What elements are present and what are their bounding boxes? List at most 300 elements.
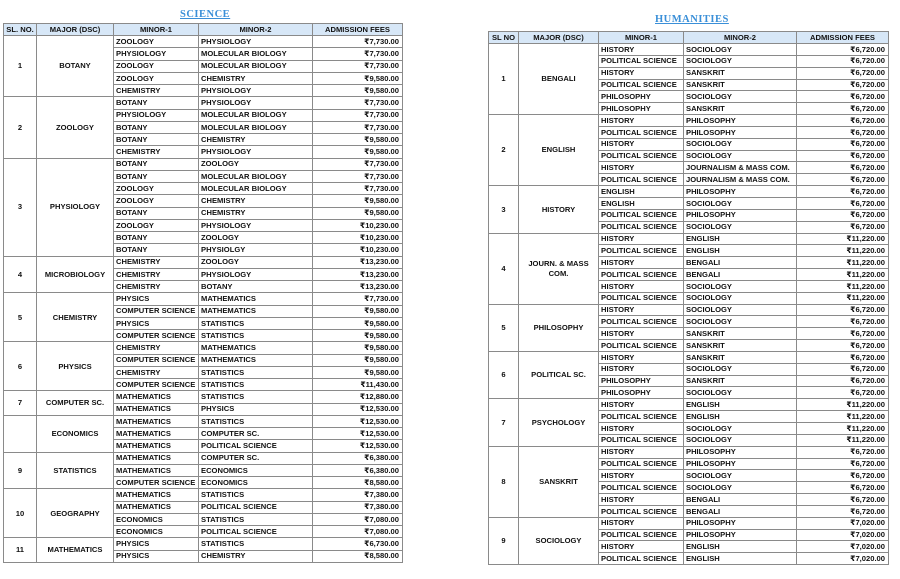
admission-fee-cell: ₹13,230.00 [313, 281, 403, 293]
minor-2-cell: MOLECULAR BIOLOGY [199, 170, 313, 182]
minor-2-cell: CHEMISTRY [199, 195, 313, 207]
admission-fee-cell: ₹7,380.00 [313, 489, 403, 501]
minor-1-cell: CHEMISTRY [114, 366, 199, 378]
major-cell: MATHEMATICS [37, 538, 114, 563]
admission-fee-cell: ₹10,230.00 [313, 219, 403, 231]
admission-fee-cell: ₹6,720.00 [797, 115, 889, 127]
minor-1-cell: HISTORY [599, 517, 684, 529]
minor-2-cell: SOCIOLOGY [684, 221, 797, 233]
minor-1-cell: BOTANY [114, 158, 199, 170]
minor-2-cell: ENGLISH [684, 399, 797, 411]
major-cell: ECONOMICS [37, 415, 114, 452]
minor-1-cell: ZOOLOGY [114, 72, 199, 84]
minor-2-cell: MATHEMATICS [199, 342, 313, 354]
admission-fee-cell: ₹11,430.00 [313, 379, 403, 391]
admission-fee-cell: ₹7,020.00 [797, 541, 889, 553]
admission-fee-cell: ₹9,580.00 [313, 195, 403, 207]
admission-fee-cell: ₹6,720.00 [797, 162, 889, 174]
minor-1-cell: ZOOLOGY [114, 183, 199, 195]
minor-1-cell: HISTORY [599, 541, 684, 553]
major-cell: PHYSICS [37, 342, 114, 391]
minor-2-cell: ZOOLOGY [199, 158, 313, 170]
minor-1-cell: ENGLISH [599, 186, 684, 198]
minor-1-cell: POLITICAL SCIENCE [599, 458, 684, 470]
table-row [4, 97, 403, 109]
minor-1-cell: PHYSIOLOGY [114, 109, 199, 121]
minor-2-cell: COMPUTER SC. [199, 452, 313, 464]
major-cell: MICROBIOLOGY [37, 256, 114, 293]
minor-1-cell: COMPUTER SCIENCE [114, 330, 199, 342]
admission-fee-cell: ₹9,580.00 [313, 72, 403, 84]
minor-2-cell: MATHEMATICS [199, 305, 313, 317]
humanities-title: HUMANITIES [655, 14, 729, 25]
admission-fee-cell: ₹13,230.00 [313, 268, 403, 280]
admission-fee-cell: ₹9,580.00 [313, 146, 403, 158]
admission-fee-cell: ₹7,080.00 [313, 526, 403, 538]
minor-1-cell: ZOOLOGY [114, 195, 199, 207]
minor-2-cell: ENGLISH [684, 553, 797, 565]
minor-1-cell: CHEMISTRY [114, 85, 199, 97]
admission-fee-cell: ₹11,220.00 [797, 411, 889, 423]
minor-1-cell: PHYSICS [114, 550, 199, 562]
admission-fee-cell: ₹9,580.00 [313, 85, 403, 97]
admission-fee-cell: ₹7,730.00 [313, 121, 403, 133]
minor-2-cell: SOCIOLOGY [684, 363, 797, 375]
minor-2-cell: CHEMISTRY [199, 72, 313, 84]
minor-2-cell: SOCIOLOGY [684, 280, 797, 292]
table-row [489, 304, 889, 316]
admission-fee-cell: ₹11,220.00 [797, 257, 889, 269]
table-row [4, 538, 403, 550]
table-row [4, 256, 403, 268]
table-row [4, 342, 403, 354]
minor-2-cell: POLITICAL SCIENCE [199, 501, 313, 513]
minor-1-cell: PHYSIOLOGY [114, 48, 199, 60]
minor-2-cell: ENGLISH [684, 245, 797, 257]
minor-2-cell: POLITICAL SCIENCE [199, 440, 313, 452]
table-row [4, 293, 403, 305]
admission-fee-cell: ₹9,580.00 [313, 354, 403, 366]
minor-2-cell: SOCIOLOGY [684, 91, 797, 103]
minor-1-cell: HISTORY [599, 67, 684, 79]
major-cell: SOCIOLOGY [519, 517, 599, 564]
minor-2-cell: STATISTICS [199, 379, 313, 391]
table-row [489, 44, 889, 56]
admission-fee-cell: ₹11,220.00 [797, 423, 889, 435]
minor-2-cell: ECONOMICS [199, 477, 313, 489]
table-row [4, 391, 403, 403]
admission-fee-cell: ₹9,580.00 [313, 330, 403, 342]
minor-2-cell: PHYSIOLOGY [199, 146, 313, 158]
admission-fee-cell: ₹6,720.00 [797, 351, 889, 363]
minor-1-cell: COMPUTER SCIENCE [114, 477, 199, 489]
minor-1-cell: HISTORY [599, 162, 684, 174]
minor-2-cell: ZOOLOGY [199, 256, 313, 268]
admission-fee-cell: ₹6,720.00 [797, 186, 889, 198]
minor-1-cell: ZOOLOGY [114, 36, 199, 48]
admission-fee-cell: ₹6,730.00 [313, 538, 403, 550]
minor-1-cell: BOTANY [114, 97, 199, 109]
minor-2-cell: CHEMISTRY [199, 207, 313, 219]
table-row [489, 233, 889, 245]
minor-1-cell: PHYSICS [114, 293, 199, 305]
minor-2-cell: BENGALI [684, 494, 797, 506]
table-row [4, 36, 403, 48]
minor-2-cell: MOLECULAR BIOLOGY [199, 60, 313, 72]
science-title: SCIENCE [180, 9, 231, 20]
admission-fee-cell: ₹7,730.00 [313, 183, 403, 195]
minor-1-cell: PHILOSOPHY [599, 375, 684, 387]
minor-1-cell: MATHEMATICS [114, 440, 199, 452]
serial-number-cell: 5 [489, 304, 519, 351]
minor-2-cell: ZOOLOGY [199, 232, 313, 244]
minor-2-cell: SANSKRIT [684, 67, 797, 79]
minor-2-cell: SOCIOLOGY [684, 44, 797, 56]
minor-1-cell: POLITICAL SCIENCE [599, 505, 684, 517]
serial-number-cell: 5 [4, 293, 37, 342]
minor-1-cell: POLITICAL SCIENCE [599, 126, 684, 138]
admission-fee-cell: ₹6,720.00 [797, 375, 889, 387]
minor-2-cell: PHYSIOLGY [199, 244, 313, 256]
minor-2-cell: PHILOSOPHY [684, 529, 797, 541]
minor-1-cell: HISTORY [599, 304, 684, 316]
minor-2-cell: PHILOSOPHY [684, 517, 797, 529]
major-cell: BENGALI [519, 44, 599, 115]
minor-2-cell: PHYSIOLOGY [199, 268, 313, 280]
serial-number-cell: 8 [489, 446, 519, 517]
minor-1-cell: POLITICAL SCIENCE [599, 269, 684, 281]
minor-1-cell: POLITICAL SCIENCE [599, 209, 684, 221]
minor-2-cell: SANSKRIT [684, 351, 797, 363]
major-cell: SANSKRIT [519, 446, 599, 517]
major-cell: BOTANY [37, 36, 114, 97]
minor-2-cell: STATISTICS [199, 415, 313, 427]
minor-1-cell: POLITICAL SCIENCE [599, 434, 684, 446]
column-header: MINOR-2 [684, 32, 797, 44]
admission-fee-cell: ₹9,580.00 [313, 342, 403, 354]
minor-1-cell: HISTORY [599, 328, 684, 340]
minor-2-cell: PHYSIOLOGY [199, 97, 313, 109]
minor-1-cell: POLITICAL SCIENCE [599, 292, 684, 304]
minor-2-cell: ENGLISH [684, 233, 797, 245]
minor-1-cell: ENGLISH [599, 197, 684, 209]
admission-fee-cell: ₹6,720.00 [797, 197, 889, 209]
minor-2-cell: MOLECULAR BIOLOGY [199, 48, 313, 60]
minor-2-cell: PHILOSOPHY [684, 446, 797, 458]
minor-2-cell: PHILOSOPHY [684, 186, 797, 198]
admission-fee-cell: ₹6,720.00 [797, 103, 889, 115]
minor-1-cell: HISTORY [599, 351, 684, 363]
admission-fee-cell: ₹6,380.00 [313, 464, 403, 476]
admission-fee-cell: ₹7,080.00 [313, 513, 403, 525]
admission-fee-cell: ₹10,230.00 [313, 244, 403, 256]
minor-2-cell: SANSKRIT [684, 340, 797, 352]
minor-2-cell: MATHEMATICS [199, 354, 313, 366]
minor-1-cell: HISTORY [599, 494, 684, 506]
serial-number-cell: 2 [489, 115, 519, 186]
table-row [489, 399, 889, 411]
minor-2-cell: MOLECULAR BIOLOGY [199, 121, 313, 133]
minor-2-cell: PHYSIOLOGY [199, 219, 313, 231]
minor-2-cell: SOCIOLOGY [684, 197, 797, 209]
minor-2-cell: POLITICAL SCIENCE [199, 526, 313, 538]
minor-1-cell: ECONOMICS [114, 513, 199, 525]
minor-1-cell: BOTANY [114, 121, 199, 133]
table-header-row [4, 24, 403, 36]
minor-1-cell: HISTORY [599, 138, 684, 150]
minor-1-cell: POLITICAL SCIENCE [599, 221, 684, 233]
minor-2-cell: MATHEMATICS [199, 293, 313, 305]
table-row [4, 415, 403, 427]
minor-1-cell: MATHEMATICS [114, 403, 199, 415]
major-cell: GEOGRAPHY [37, 489, 114, 538]
column-header: SL. NO. [4, 24, 37, 36]
minor-1-cell: HISTORY [599, 115, 684, 127]
minor-1-cell: CHEMISTRY [114, 281, 199, 293]
admission-fee-cell: ₹7,020.00 [797, 553, 889, 565]
minor-1-cell: POLITICAL SCIENCE [599, 529, 684, 541]
admission-fee-cell: ₹6,720.00 [797, 505, 889, 517]
minor-1-cell: HISTORY [599, 257, 684, 269]
minor-1-cell: POLITICAL SCIENCE [599, 553, 684, 565]
admission-fee-cell: ₹6,720.00 [797, 221, 889, 233]
serial-number-cell: 7 [489, 399, 519, 446]
admission-fee-cell: ₹13,230.00 [313, 256, 403, 268]
admission-fee-cell: ₹11,220.00 [797, 434, 889, 446]
minor-1-cell: CHEMISTRY [114, 268, 199, 280]
table-row [489, 115, 889, 127]
serial-number-cell: 11 [4, 538, 37, 563]
admission-fee-cell: ₹6,720.00 [797, 209, 889, 221]
admission-fee-cell: ₹12,530.00 [313, 428, 403, 440]
admission-fee-cell: ₹12,530.00 [313, 415, 403, 427]
minor-1-cell: HISTORY [599, 423, 684, 435]
minor-1-cell: BOTANY [114, 134, 199, 146]
minor-1-cell: ZOOLOGY [114, 219, 199, 231]
minor-2-cell: PHYSIOLOGY [199, 85, 313, 97]
minor-2-cell: STATISTICS [199, 366, 313, 378]
minor-2-cell: JOURNALISM & MASS COM. [684, 162, 797, 174]
admission-fee-cell: ₹6,720.00 [797, 387, 889, 399]
admission-fee-cell: ₹9,580.00 [313, 366, 403, 378]
minor-1-cell: PHILOSOPHY [599, 91, 684, 103]
minor-1-cell: POLITICAL SCIENCE [599, 411, 684, 423]
table-row [4, 158, 403, 170]
admission-fee-cell: ₹12,530.00 [313, 440, 403, 452]
column-header: SL NO [489, 32, 519, 44]
table-row [489, 446, 889, 458]
admission-fee-cell: ₹7,730.00 [313, 36, 403, 48]
minor-2-cell: ECONOMICS [199, 464, 313, 476]
admission-fee-cell: ₹7,730.00 [313, 158, 403, 170]
admission-fee-cell: ₹9,580.00 [313, 207, 403, 219]
serial-number-cell: 9 [4, 452, 37, 489]
serial-number-cell: 2 [4, 97, 37, 158]
major-cell: HISTORY [519, 186, 599, 233]
table-header-row [489, 32, 889, 44]
column-header: MINOR-1 [599, 32, 684, 44]
minor-1-cell: PHYSICS [114, 317, 199, 329]
admission-fee-cell: ₹7,020.00 [797, 517, 889, 529]
major-cell: JOURN. & MASS COM. [519, 233, 599, 304]
minor-1-cell: HISTORY [599, 44, 684, 56]
minor-2-cell: PHYSIOLOGY [199, 36, 313, 48]
minor-2-cell: CHEMISTRY [199, 550, 313, 562]
admission-fee-cell: ₹7,020.00 [797, 529, 889, 541]
major-cell: POLITICAL SC. [519, 351, 599, 398]
minor-2-cell: SOCIOLOGY [684, 423, 797, 435]
admission-fee-cell: ₹6,380.00 [313, 452, 403, 464]
admission-fee-cell: ₹6,720.00 [797, 55, 889, 67]
minor-2-cell: PHILOSOPHY [684, 115, 797, 127]
serial-number-cell: 10 [4, 489, 37, 538]
minor-1-cell: ECONOMICS [114, 526, 199, 538]
minor-2-cell: ENGLISH [684, 411, 797, 423]
minor-1-cell: COMPUTER SCIENCE [114, 305, 199, 317]
admission-fee-cell: ₹11,220.00 [797, 269, 889, 281]
column-header: ADMISSION FEES [797, 32, 889, 44]
minor-1-cell: BOTANY [114, 244, 199, 256]
admission-fee-cell: ₹11,220.00 [797, 399, 889, 411]
admission-fee-cell: ₹6,720.00 [797, 67, 889, 79]
minor-1-cell: MATHEMATICS [114, 489, 199, 501]
minor-2-cell: SOCIOLOGY [684, 482, 797, 494]
minor-2-cell: SOCIOLOGY [684, 292, 797, 304]
minor-2-cell: SOCIOLOGY [684, 434, 797, 446]
minor-1-cell: HISTORY [599, 446, 684, 458]
admission-fee-cell: ₹6,720.00 [797, 316, 889, 328]
admission-fee-cell: ₹6,720.00 [797, 304, 889, 316]
serial-number-cell: 3 [4, 158, 37, 256]
admission-fee-cell: ₹6,720.00 [797, 446, 889, 458]
humanities-fee-table [488, 31, 889, 565]
minor-2-cell: SANSKRIT [684, 328, 797, 340]
minor-2-cell: SOCIOLOGY [684, 55, 797, 67]
admission-fee-cell: ₹9,580.00 [313, 317, 403, 329]
major-cell: COMPUTER SC. [37, 391, 114, 416]
minor-2-cell: SANSKRIT [684, 375, 797, 387]
admission-fee-cell: ₹7,730.00 [313, 60, 403, 72]
minor-1-cell: CHEMISTRY [114, 146, 199, 158]
minor-2-cell: MOLECULAR BIOLOGY [199, 109, 313, 121]
minor-2-cell: STATISTICS [199, 391, 313, 403]
minor-1-cell: BOTANY [114, 232, 199, 244]
admission-fee-cell: ₹6,720.00 [797, 494, 889, 506]
serial-number-cell: 1 [489, 44, 519, 115]
minor-2-cell: CHEMISTRY [199, 134, 313, 146]
minor-1-cell: PHILOSOPHY [599, 387, 684, 399]
minor-2-cell: STATISTICS [199, 489, 313, 501]
table-row [4, 489, 403, 501]
major-cell: STATISTICS [37, 452, 114, 489]
admission-fee-cell: ₹7,730.00 [313, 170, 403, 182]
serial-number-cell: 4 [4, 256, 37, 293]
column-header: MAJOR (DSC) [519, 32, 599, 44]
minor-1-cell: BOTANY [114, 207, 199, 219]
minor-2-cell: SOCIOLOGY [684, 304, 797, 316]
admission-fee-cell: ₹7,730.00 [313, 48, 403, 60]
minor-2-cell: BENGALI [684, 269, 797, 281]
minor-1-cell: MATHEMATICS [114, 464, 199, 476]
admission-fee-cell: ₹11,220.00 [797, 292, 889, 304]
admission-fee-cell: ₹8,580.00 [313, 477, 403, 489]
minor-1-cell: CHEMISTRY [114, 256, 199, 268]
major-cell: PSYCHOLOGY [519, 399, 599, 446]
minor-2-cell: PHILOSOPHY [684, 209, 797, 221]
minor-2-cell: COMPUTER SC. [199, 428, 313, 440]
admission-fee-cell: ₹7,730.00 [313, 293, 403, 305]
minor-2-cell: SANSKRIT [684, 103, 797, 115]
admission-fee-cell: ₹6,720.00 [797, 458, 889, 470]
admission-fee-cell: ₹9,580.00 [313, 305, 403, 317]
minor-1-cell: PHYSICS [114, 538, 199, 550]
minor-2-cell: BENGALI [684, 257, 797, 269]
minor-1-cell: HISTORY [599, 399, 684, 411]
admission-fee-cell: ₹9,580.00 [313, 134, 403, 146]
admission-fee-cell: ₹7,730.00 [313, 109, 403, 121]
serial-number-cell: 6 [489, 351, 519, 398]
major-cell: PHILOSOPHY [519, 304, 599, 351]
table-row [489, 517, 889, 529]
major-cell: PHYSIOLOGY [37, 158, 114, 256]
admission-fee-cell: ₹6,720.00 [797, 79, 889, 91]
minor-1-cell: MATHEMATICS [114, 501, 199, 513]
minor-2-cell: ENGLISH [684, 541, 797, 553]
minor-2-cell: PHILOSOPHY [684, 458, 797, 470]
minor-1-cell: POLITICAL SCIENCE [599, 55, 684, 67]
minor-1-cell: CHEMISTRY [114, 342, 199, 354]
minor-2-cell: SOCIOLOGY [684, 150, 797, 162]
admission-fee-cell: ₹10,230.00 [313, 232, 403, 244]
minor-2-cell: SOCIOLOGY [684, 470, 797, 482]
minor-1-cell: COMPUTER SCIENCE [114, 379, 199, 391]
minor-1-cell: POLITICAL SCIENCE [599, 174, 684, 186]
minor-1-cell: POLITICAL SCIENCE [599, 79, 684, 91]
minor-1-cell: HISTORY [599, 470, 684, 482]
admission-fee-cell: ₹7,730.00 [313, 97, 403, 109]
admission-fee-cell: ₹12,530.00 [313, 403, 403, 415]
minor-1-cell: BOTANY [114, 170, 199, 182]
admission-fee-cell: ₹6,720.00 [797, 470, 889, 482]
minor-2-cell: STATISTICS [199, 330, 313, 342]
minor-1-cell: POLITICAL SCIENCE [599, 245, 684, 257]
minor-2-cell: BOTANY [199, 281, 313, 293]
admission-fee-cell: ₹7,380.00 [313, 501, 403, 513]
admission-fee-cell: ₹6,720.00 [797, 328, 889, 340]
minor-2-cell: JOURNALISM & MASS COM. [684, 174, 797, 186]
minor-1-cell: POLITICAL SCIENCE [599, 316, 684, 328]
minor-1-cell: MATHEMATICS [114, 452, 199, 464]
major-cell: ZOOLOGY [37, 97, 114, 158]
minor-1-cell: HISTORY [599, 363, 684, 375]
admission-fee-cell: ₹6,720.00 [797, 126, 889, 138]
serial-number-cell [4, 415, 37, 452]
admission-fee-cell: ₹6,720.00 [797, 482, 889, 494]
minor-1-cell: MATHEMATICS [114, 391, 199, 403]
admission-fee-cell: ₹11,220.00 [797, 280, 889, 292]
serial-number-cell: 9 [489, 517, 519, 564]
table-row [4, 452, 403, 464]
serial-number-cell: 4 [489, 233, 519, 304]
minor-2-cell: STATISTICS [199, 317, 313, 329]
admission-fee-cell: ₹8,580.00 [313, 550, 403, 562]
minor-1-cell: POLITICAL SCIENCE [599, 340, 684, 352]
column-header: MINOR-2 [199, 24, 313, 36]
minor-2-cell: SOCIOLOGY [684, 387, 797, 399]
admission-fee-cell: ₹6,720.00 [797, 91, 889, 103]
minor-2-cell: SANSKRIT [684, 79, 797, 91]
minor-1-cell: POLITICAL SCIENCE [599, 482, 684, 494]
